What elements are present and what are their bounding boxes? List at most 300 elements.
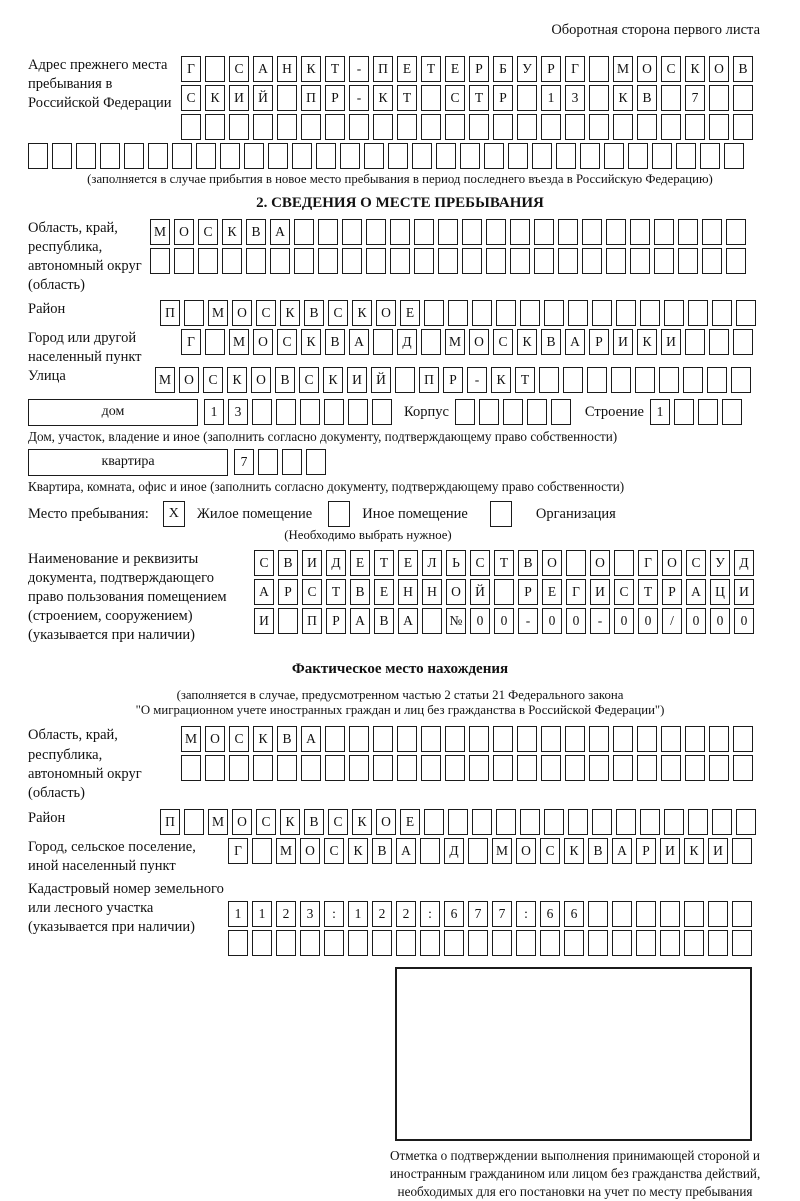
char-cell: П — [373, 56, 393, 82]
char-cell: 0 — [710, 608, 730, 634]
char-cell: С — [277, 329, 297, 355]
char-cell: К — [222, 219, 242, 245]
char-cell: 1 — [348, 901, 368, 927]
char-cell — [635, 367, 655, 393]
char-cell — [493, 726, 513, 752]
char-cell: В — [275, 367, 295, 393]
char-cell: А — [398, 608, 418, 634]
char-cell: 0 — [638, 608, 658, 634]
char-cell: О — [469, 329, 489, 355]
char-cell — [436, 143, 456, 169]
char-cell: Р — [278, 579, 298, 605]
char-cell — [373, 329, 393, 355]
char-cell: Е — [397, 56, 417, 82]
char-cell — [661, 755, 681, 781]
char-cell — [688, 809, 708, 835]
char-cell: А — [350, 608, 370, 634]
char-cell — [205, 755, 225, 781]
char-cell — [540, 930, 560, 956]
char-cell: С — [328, 809, 348, 835]
house-row — [204, 399, 396, 425]
char-cell — [492, 930, 512, 956]
char-cell — [340, 143, 360, 169]
char-cell — [510, 219, 530, 245]
char-cell — [438, 219, 458, 245]
char-cell — [708, 901, 728, 927]
char-cell — [424, 300, 444, 326]
char-cell: П — [301, 85, 321, 111]
char-cell: С — [181, 85, 201, 111]
char-cell — [277, 114, 297, 140]
char-cell: В — [541, 329, 561, 355]
char-cell — [652, 143, 672, 169]
char-cell — [388, 143, 408, 169]
char-cell: М — [208, 300, 228, 326]
char-cell: И — [661, 329, 681, 355]
char-cell: И — [660, 838, 680, 864]
char-cell: И — [590, 579, 610, 605]
char-cell: М — [445, 329, 465, 355]
char-cell — [181, 114, 201, 140]
actual-region-row-2 — [181, 755, 757, 781]
char-cell: 3 — [228, 399, 248, 425]
char-cell: М — [208, 809, 228, 835]
char-cell — [698, 399, 718, 425]
char-cell — [566, 550, 586, 576]
char-cell — [306, 449, 326, 475]
char-cell: В — [304, 300, 324, 326]
char-cell — [100, 143, 120, 169]
char-cell — [708, 930, 728, 956]
char-cell — [685, 726, 705, 752]
char-cell — [702, 219, 722, 245]
char-cell — [496, 300, 516, 326]
char-cell: С — [203, 367, 223, 393]
char-cell — [613, 726, 633, 752]
char-cell: К — [323, 367, 343, 393]
char-cell: 7 — [685, 85, 705, 111]
char-cell: Г — [181, 56, 201, 82]
char-cell: Н — [398, 579, 418, 605]
confirmation-caption: Отметка о подтверждении выполнения принимающей стороной и иностранным гражданином или лицом без гражданства действий, необходимых для его постановки на учет по месту пребывания — [389, 1148, 761, 1199]
char-cell — [565, 726, 585, 752]
char-cell — [606, 219, 626, 245]
char-cell — [300, 399, 320, 425]
char-cell — [732, 930, 752, 956]
char-cell — [372, 399, 392, 425]
char-cell — [664, 300, 684, 326]
char-cell: С — [256, 300, 276, 326]
char-cell — [486, 219, 506, 245]
prev-address-row-3 — [181, 114, 757, 140]
char-cell: У — [517, 56, 537, 82]
char-cell — [702, 248, 722, 274]
char-cell: 1 — [541, 85, 561, 111]
char-cell: А — [254, 579, 274, 605]
char-cell: С — [470, 550, 490, 576]
char-cell: С — [540, 838, 560, 864]
char-cell: 3 — [300, 901, 320, 927]
char-cell — [349, 114, 369, 140]
char-cell — [733, 755, 753, 781]
korpus-label: Корпус — [404, 403, 449, 420]
char-cell — [469, 755, 489, 781]
prev-address-row-4 — [28, 143, 772, 169]
prev-address-label: Адрес прежнего места пребывания в Российской Федерации — [28, 57, 172, 112]
char-cell — [445, 114, 465, 140]
char-cell — [276, 930, 296, 956]
char-cell — [589, 114, 609, 140]
city-block — [28, 329, 772, 367]
char-cell — [396, 930, 416, 956]
char-cell — [448, 809, 468, 835]
char-cell — [324, 399, 344, 425]
char-cell — [282, 449, 302, 475]
char-cell: К — [373, 85, 393, 111]
char-cell — [654, 248, 674, 274]
char-cell — [565, 114, 585, 140]
actual-region-grid — [181, 726, 757, 784]
char-cell — [565, 755, 585, 781]
char-cell: К — [301, 56, 321, 82]
char-cell — [76, 143, 96, 169]
street-label: Улица — [28, 367, 66, 384]
char-cell — [517, 114, 537, 140]
char-cell — [438, 248, 458, 274]
char-cell — [278, 608, 298, 634]
char-cell — [414, 248, 434, 274]
char-cell — [628, 143, 648, 169]
char-cell — [184, 300, 204, 326]
char-cell — [684, 901, 704, 927]
char-cell: В — [246, 219, 266, 245]
char-cell: 0 — [542, 608, 562, 634]
char-cell — [366, 248, 386, 274]
prev-address-grid — [181, 56, 757, 143]
char-cell — [678, 248, 698, 274]
char-cell: Л — [422, 550, 442, 576]
char-cell: Т — [421, 56, 441, 82]
char-cell — [420, 838, 440, 864]
char-cell: И — [347, 367, 367, 393]
char-cell: Р — [636, 838, 656, 864]
char-cell — [611, 367, 631, 393]
char-cell — [277, 755, 297, 781]
char-cell: А — [686, 579, 706, 605]
char-cell — [709, 85, 729, 111]
char-cell: И — [613, 329, 633, 355]
char-cell: 0 — [734, 608, 754, 634]
char-cell — [712, 809, 732, 835]
char-cell — [736, 300, 756, 326]
char-cell — [150, 248, 170, 274]
char-cell: - — [590, 608, 610, 634]
char-cell: К — [613, 85, 633, 111]
house-block — [28, 399, 772, 428]
char-cell: 1 — [650, 399, 670, 425]
char-cell — [592, 809, 612, 835]
cadastre-label: Кадастровый номер земельного или лесного участка (указывается при наличии) — [28, 881, 224, 936]
char-cell — [722, 399, 742, 425]
char-cell: В — [304, 809, 324, 835]
char-cell — [544, 300, 564, 326]
char-cell — [544, 809, 564, 835]
char-cell — [558, 248, 578, 274]
apartment-note: Квартира, комната, офис и иное (заполнить согласно документу, подтверждающему право собственности) — [28, 478, 625, 494]
char-cell: К — [491, 367, 511, 393]
char-cell: О — [542, 550, 562, 576]
char-cell — [563, 367, 583, 393]
char-cell: Г — [565, 56, 585, 82]
char-cell — [636, 930, 656, 956]
char-cell — [661, 726, 681, 752]
char-cell — [124, 143, 144, 169]
char-cell — [472, 809, 492, 835]
char-cell: Р — [326, 608, 346, 634]
char-cell: С — [493, 329, 513, 355]
char-cell: 6 — [540, 901, 560, 927]
char-cell — [589, 726, 609, 752]
cadastre-block — [28, 880, 772, 959]
char-cell: Д — [734, 550, 754, 576]
char-cell — [588, 901, 608, 927]
char-cell — [397, 114, 417, 140]
char-cell: О — [637, 56, 657, 82]
char-cell — [664, 809, 684, 835]
char-cell — [709, 329, 729, 355]
char-cell: О — [232, 300, 252, 326]
char-cell — [532, 143, 552, 169]
char-cell: 6 — [564, 901, 584, 927]
char-cell: С — [229, 56, 249, 82]
char-cell — [468, 930, 488, 956]
char-cell: Д — [444, 838, 464, 864]
char-cell — [181, 755, 201, 781]
char-cell: Т — [494, 550, 514, 576]
char-cell: Е — [398, 550, 418, 576]
char-cell: Г — [638, 550, 658, 576]
char-cell: О — [232, 809, 252, 835]
char-cell — [541, 726, 561, 752]
char-cell — [724, 143, 744, 169]
char-cell: Р — [469, 56, 489, 82]
residence-option-label-other: Иное помещение — [362, 505, 468, 522]
district-block — [28, 300, 772, 329]
char-cell — [448, 300, 468, 326]
char-cell — [568, 300, 588, 326]
char-cell: В — [278, 550, 298, 576]
house-note: Дом, участок, владение и иное (заполнить согласно документу, подтверждающему право собственности) — [28, 428, 618, 444]
char-cell — [683, 367, 703, 393]
char-cell — [184, 809, 204, 835]
char-cell: К — [352, 300, 372, 326]
char-cell: В — [374, 608, 394, 634]
korpus-row — [455, 399, 575, 425]
char-cell: : — [420, 901, 440, 927]
char-cell: И — [734, 579, 754, 605]
char-cell — [612, 930, 632, 956]
char-cell — [582, 219, 602, 245]
char-cell: У — [710, 550, 730, 576]
actual-district-block — [28, 809, 772, 838]
char-cell — [397, 755, 417, 781]
char-cell — [445, 726, 465, 752]
char-cell — [252, 838, 272, 864]
char-cell — [373, 755, 393, 781]
char-cell — [373, 726, 393, 752]
char-cell: - — [467, 367, 487, 393]
char-cell — [731, 367, 751, 393]
char-cell — [588, 930, 608, 956]
char-cell — [372, 930, 392, 956]
char-cell — [733, 329, 753, 355]
char-cell — [493, 755, 513, 781]
char-cell — [421, 755, 441, 781]
prev-address-row-2 — [181, 85, 757, 111]
char-cell — [252, 930, 272, 956]
char-cell — [196, 143, 216, 169]
char-cell: Н — [277, 56, 297, 82]
char-cell: Й — [470, 579, 490, 605]
char-cell — [520, 809, 540, 835]
char-cell — [516, 930, 536, 956]
char-cell: О — [179, 367, 199, 393]
actual-region-label: Область, край, республика, автономный округ (область) — [28, 727, 142, 801]
char-cell: Т — [469, 85, 489, 111]
char-cell: О — [174, 219, 194, 245]
residence-option-label-dwelling: Жилое помещение — [196, 505, 313, 522]
char-cell — [517, 755, 537, 781]
char-cell: 7 — [234, 449, 254, 475]
char-cell — [580, 143, 600, 169]
char-cell — [294, 248, 314, 274]
char-cell — [517, 85, 537, 111]
char-cell: О — [300, 838, 320, 864]
char-cell: В — [325, 329, 345, 355]
document-label: Наименование и реквизиты документа, подтверждающего право пользования помещением (строением, сооружением) (указывается при наличии) — [28, 550, 227, 644]
char-cell — [325, 755, 345, 781]
char-cell — [534, 248, 554, 274]
char-cell: 7 — [492, 901, 512, 927]
char-cell — [28, 143, 48, 169]
char-cell — [172, 143, 192, 169]
stay-section-title: 2. СВЕДЕНИЯ О МЕСТЕ ПРЕБЫВАНИЯ — [256, 195, 544, 211]
char-cell — [253, 114, 273, 140]
char-cell — [700, 143, 720, 169]
char-cell — [205, 329, 225, 355]
char-cell — [510, 248, 530, 274]
char-cell — [484, 143, 504, 169]
char-cell: Т — [397, 85, 417, 111]
char-cell — [733, 85, 753, 111]
char-cell — [582, 248, 602, 274]
char-cell: 2 — [396, 901, 416, 927]
char-cell — [421, 114, 441, 140]
char-cell — [503, 399, 523, 425]
char-cell — [709, 114, 729, 140]
char-cell — [349, 755, 369, 781]
char-cell: Р — [493, 85, 513, 111]
char-cell — [493, 114, 513, 140]
char-cell — [685, 755, 705, 781]
char-cell: Д — [397, 329, 417, 355]
region-grid — [150, 219, 750, 277]
char-cell — [551, 399, 571, 425]
char-cell — [246, 248, 266, 274]
document-block — [28, 550, 772, 646]
char-cell: 2 — [372, 901, 392, 927]
char-cell — [636, 901, 656, 927]
char-cell — [349, 726, 369, 752]
char-cell: К — [348, 838, 368, 864]
char-cell: Ь — [446, 550, 466, 576]
char-cell: К — [205, 85, 225, 111]
char-cell: М — [613, 56, 633, 82]
char-cell: А — [270, 219, 290, 245]
char-cell — [366, 219, 386, 245]
char-cell — [684, 930, 704, 956]
char-cell — [325, 114, 345, 140]
char-cell — [294, 219, 314, 245]
char-cell — [318, 219, 338, 245]
char-cell — [527, 399, 547, 425]
confirmation-stamp-box — [395, 967, 752, 1141]
prev-address-block — [28, 56, 772, 143]
char-cell: Г — [181, 329, 201, 355]
char-cell — [301, 114, 321, 140]
char-cell — [637, 755, 657, 781]
char-cell — [52, 143, 72, 169]
char-cell: С — [328, 300, 348, 326]
char-cell — [198, 248, 218, 274]
residence-label: Место пребывания: — [28, 505, 149, 522]
char-cell — [364, 143, 384, 169]
document-row-2 — [254, 579, 758, 605]
char-cell: Е — [350, 550, 370, 576]
char-cell: С — [256, 809, 276, 835]
char-cell — [589, 56, 609, 82]
char-cell — [420, 930, 440, 956]
stroenie-row — [650, 399, 746, 425]
char-cell: № — [446, 608, 466, 634]
cadastre-row-1 — [228, 901, 756, 927]
char-cell: К — [253, 726, 273, 752]
char-cell — [268, 143, 288, 169]
char-cell: П — [302, 608, 322, 634]
char-cell: М — [155, 367, 175, 393]
char-cell — [659, 367, 679, 393]
char-cell — [348, 930, 368, 956]
char-cell: Т — [374, 550, 394, 576]
char-cell: Р — [518, 579, 538, 605]
char-cell: Е — [400, 809, 420, 835]
apartment-row — [234, 449, 330, 475]
char-cell: И — [229, 85, 249, 111]
char-cell: О — [376, 300, 396, 326]
document-row-1 — [254, 550, 758, 576]
char-cell — [205, 114, 225, 140]
char-cell: Н — [422, 579, 442, 605]
char-cell: С — [661, 56, 681, 82]
char-cell — [612, 901, 632, 927]
back-side-note: Оборотная сторона первого листа — [551, 22, 760, 38]
char-cell: 0 — [494, 608, 514, 634]
char-cell — [342, 219, 362, 245]
char-cell: К — [352, 809, 372, 835]
region-label: Область, край, республика, автономный округ (область) — [28, 220, 142, 294]
char-cell — [709, 726, 729, 752]
char-cell: А — [565, 329, 585, 355]
